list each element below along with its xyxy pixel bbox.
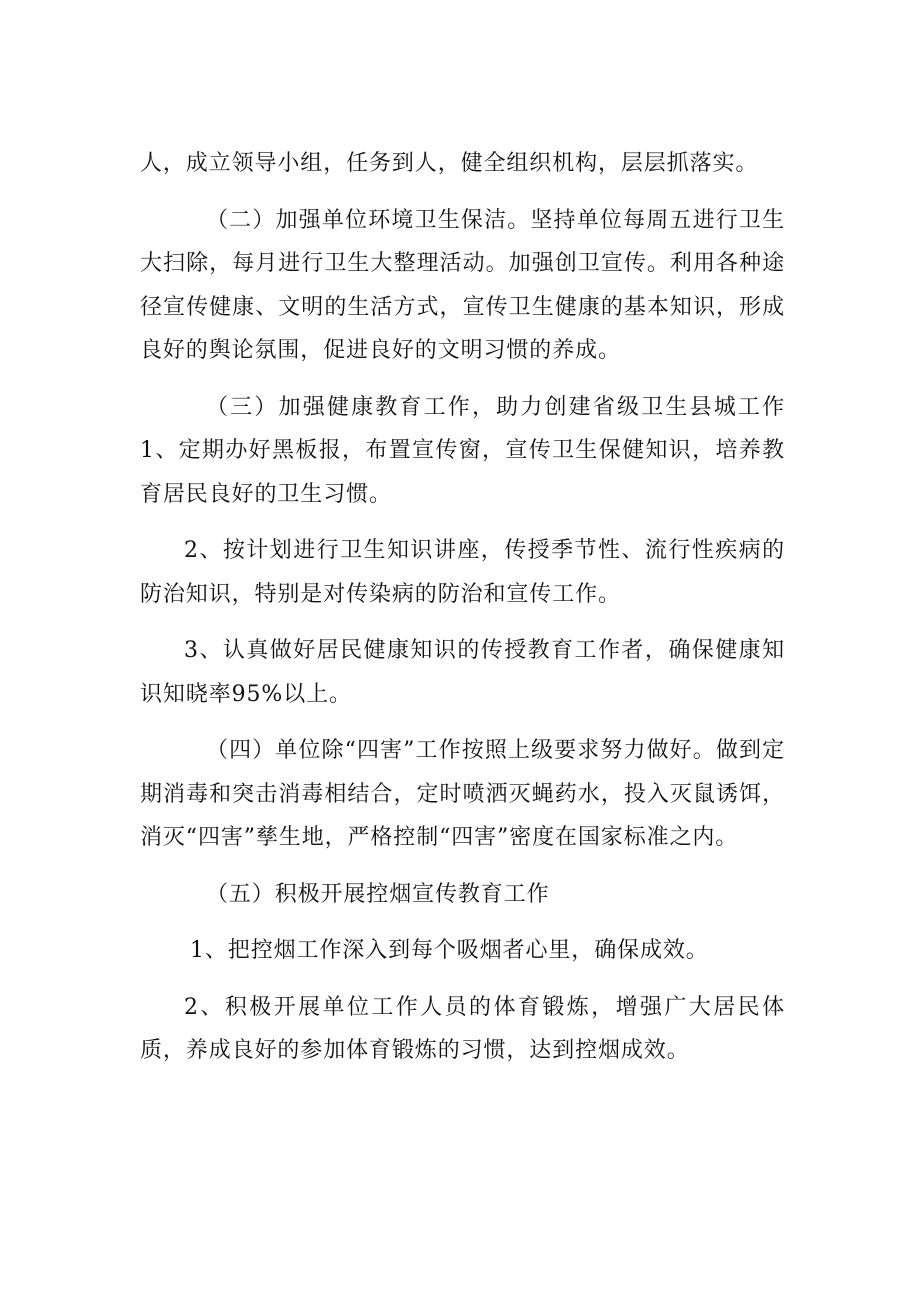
paragraph-section-4: （四）单位除“四害”工作按照上级要求努力做好。做到定期消毒和突击消毒相结合，定时喷洒灭蝇药水，投入灭鼠诱饵，消灭“四害”孳生地，严格控制“四害”密度在国家标准之内。 <box>140 738 785 850</box>
paragraph-smoking-item-1: 1、把控烟工作深入到每个吸烟者心里，确保成效。 <box>190 938 709 963</box>
paragraph-section-3: （三）加强健康教育工作，助力创建省级卫生县城工作1、定期办好黑板报，布置宣传窗，宣传卫生保健知识，培养教育居民良好的卫生习惯。 <box>140 394 785 507</box>
paragraph-section-5: （五）积极开展控烟宣传教育工作 <box>206 881 550 907</box>
paragraph-item-2: 2、按计划进行卫生知识讲座，传授季节性、流行性疾病的防治知识，特别是对传染病的防治和宣传工作。 <box>140 538 785 607</box>
document-body <box>140 142 785 1073</box>
paragraph-section-2: （二）加强单位环境卫生保洁。坚持单位每周五进行卫生大扫除，每月进行卫生大整理活动。加强创卫宣传。利用各种途径宣传健康、文明的生活方式，宣传卫生健康的基本知识，形成良好的舆论氛围，促进良好的文明习惯的养成。 <box>140 207 785 363</box>
paragraph-continuation: 人，成立领导小组，任务到人，健全组织机构，层层抓落实。 <box>140 151 759 176</box>
paragraph-smoking-item-2: 2、积极开展单位工作人员的体育锻炼，增强广大居民体质，养成良好的参加体育锻炼的习惯，达到控烟成效。 <box>140 994 785 1063</box>
paragraph-item-3: 3、认真做好居民健康知识的传授教育工作者，确保健康知识知晓率95%以上。 <box>140 638 785 707</box>
